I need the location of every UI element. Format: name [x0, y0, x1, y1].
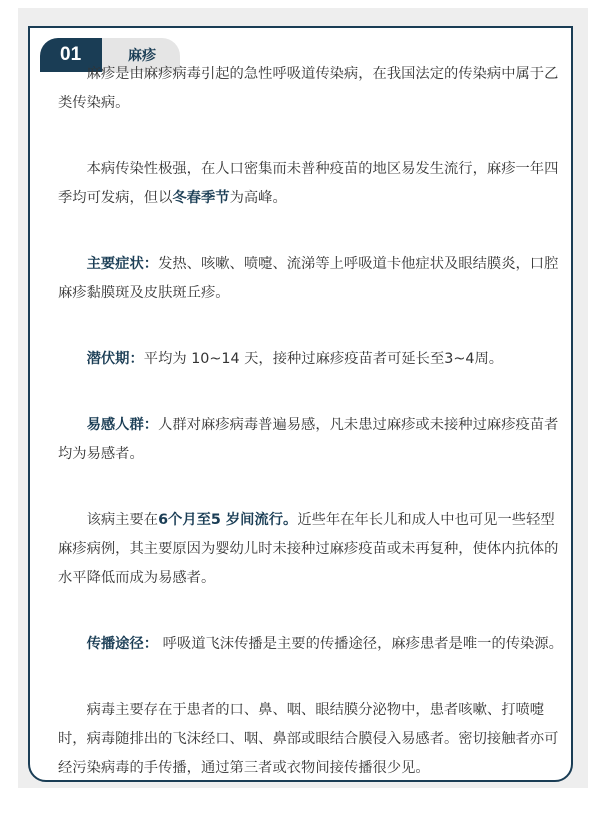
body-text: 人群对麻疹病毒普遍易感，凡未患过麻疹或未接种过麻疹疫苗者均为易感者。: [58, 417, 559, 462]
body-text: 近些年在年长儿和成人中也可见一些轻型麻疹病例，其主要原因为婴幼儿时未接种过麻疹疫苗或未再复种，使体内抗体的水平降低而成为易感者。: [58, 512, 559, 586]
highlight-text: 主要症状：: [86, 256, 159, 272]
section-number: 01: [40, 38, 124, 72]
highlight-text: 6个月至5 岁间流行。: [158, 512, 298, 528]
paragraph: [58, 630, 566, 659]
paragraph: [58, 250, 566, 308]
paragraph: [58, 60, 566, 118]
paragraph: [58, 696, 566, 783]
body-text: 病毒主要存在于患者的口、鼻、咽、眼结膜分泌物中，患者咳嗽、打喷嚏时，病毒随排出的飞沫经口、咽、鼻部或眼结合膜侵入易感者。密切接触者亦可经污染病毒的手传播，通过第三者或衣物间接传播很少见。: [58, 702, 559, 776]
highlight-text: 易感人群：: [86, 417, 159, 433]
paragraph: [58, 345, 566, 374]
body-text: 为高峰。: [229, 190, 287, 206]
body-text: 发热、咳嗽、喷嚏、流涕等上呼吸道卡他症状及眼结膜炎，口腔麻疹黏膜斑及皮肤斑丘疹。: [58, 256, 559, 301]
body-text: 麻疹是由麻疹病毒引起的急性呼吸道传染病，在我国法定的传染病中属于乙类传染病。: [58, 66, 559, 111]
body-text: 本病传染性极强，在人口密集而未普种疫苗的地区易发生流行，麻疹一年四季均可发病，但以: [58, 161, 559, 206]
paragraph: [58, 155, 566, 213]
highlight-text: 传播途径：: [86, 636, 159, 652]
paragraph: [58, 411, 566, 469]
paragraph: [58, 506, 566, 593]
body-text: 平均为 10~14 天，接种过麻疹疫苗者可延长至3~4周。: [143, 351, 504, 367]
body-text: 该病主要在: [86, 512, 159, 528]
article-body: [58, 60, 566, 820]
highlight-text: 潜伏期：: [86, 351, 144, 367]
highlight-text: 冬春季节: [172, 190, 230, 206]
body-text: 呼吸道飞沫传播是主要的传播途径，麻疹患者是唯一的传染源。: [158, 636, 563, 652]
section-title: 麻疹: [102, 38, 180, 72]
